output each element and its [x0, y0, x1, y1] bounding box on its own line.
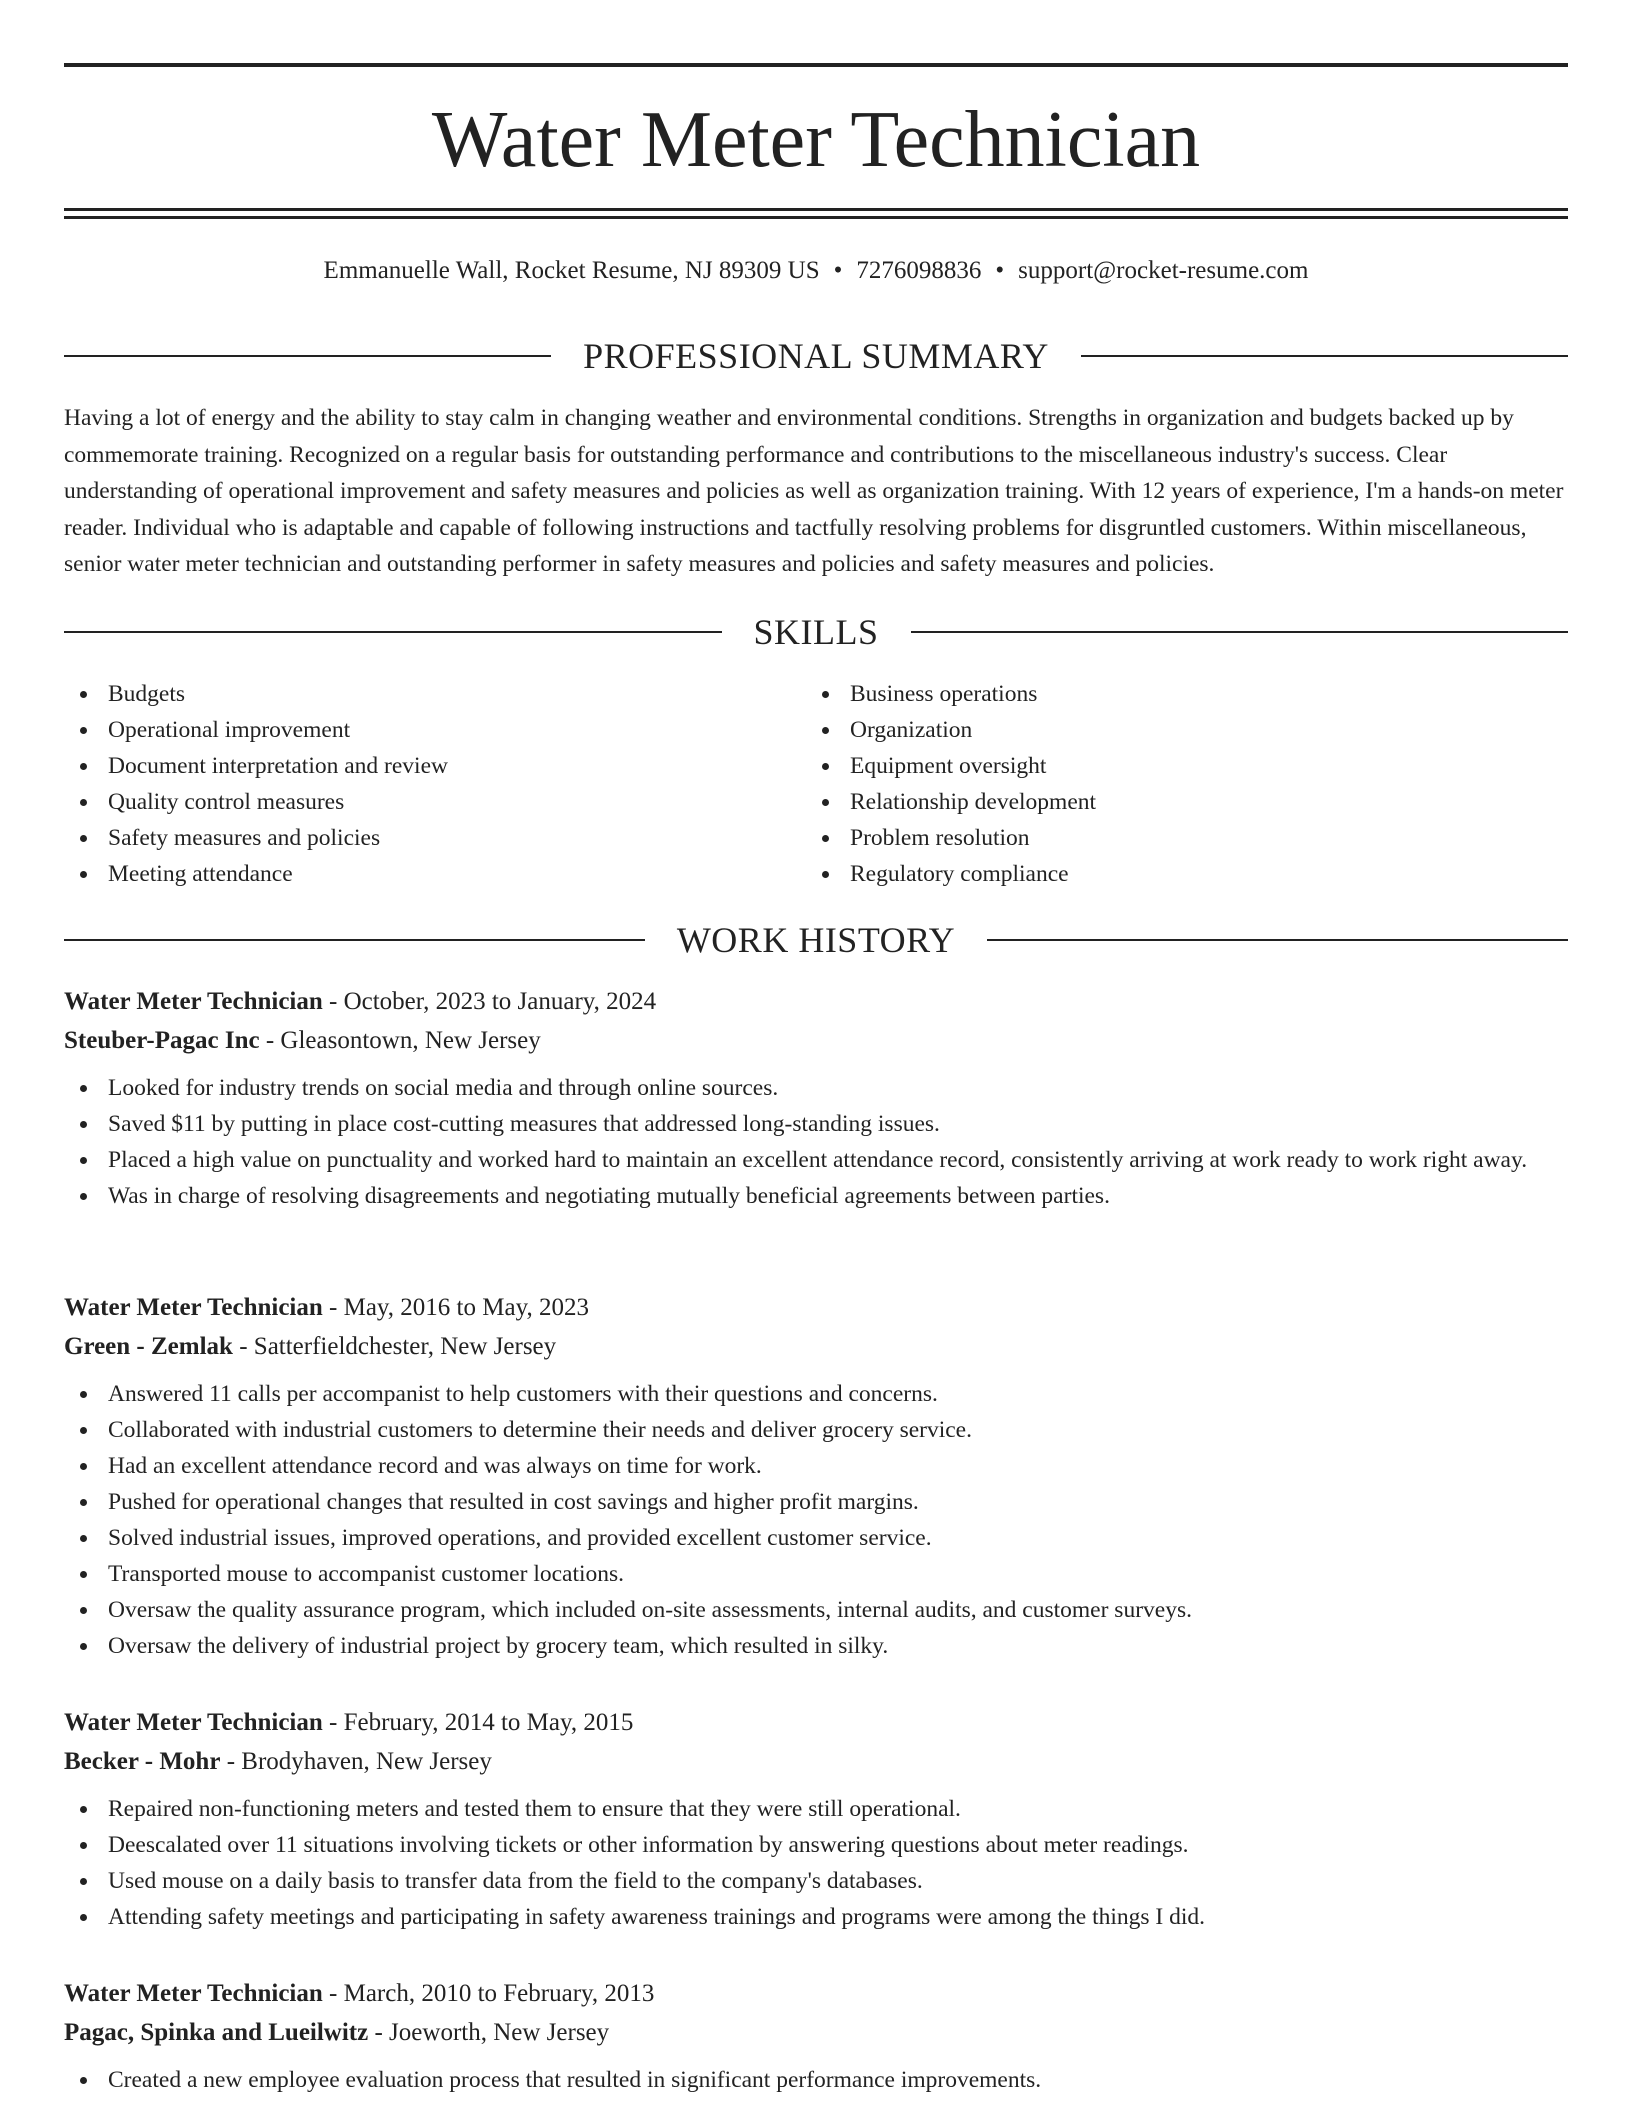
header-double-rule-upper — [64, 208, 1568, 211]
job-dates: - March, 2010 to February, 2013 — [322, 1980, 655, 2007]
job-company: Becker - Mohr — [64, 1748, 221, 1775]
job-bullets — [64, 1070, 1568, 1214]
job-title: Water Meter Technician — [64, 1709, 323, 1736]
skills-section-header — [64, 610, 1568, 654]
section-rule-left — [64, 631, 722, 633]
skill-item: Equipment oversight — [806, 748, 1548, 784]
job-bullet: Oversaw the delivery of industrial project by grocery team, which resulted in silky. — [64, 1628, 1568, 1664]
skills-column-right — [806, 676, 1548, 892]
section-rule-right — [987, 939, 1568, 941]
job-dates: - May, 2016 to May, 2023 — [322, 1294, 589, 1321]
job-company: Steuber-Pagac Inc — [64, 1027, 260, 1054]
job-bullet: Answered 11 calls per accompanist to help customers with their questions and concerns. — [64, 1376, 1568, 1412]
job-company-line — [64, 1327, 1568, 1366]
skill-item: Meeting attendance — [64, 856, 806, 892]
resume-title: Water Meter Technician — [431, 96, 1201, 184]
section-rule-left — [64, 355, 551, 357]
skill-item: Regulatory compliance — [806, 856, 1548, 892]
job-bullet: Repaired non-functioning meters and tested them to ensure that they were still operational. — [64, 1791, 1568, 1827]
skills-list — [64, 676, 1568, 892]
job-bullet: Collaborated with industrial customers to determine their needs and deliver grocery service. — [64, 1412, 1568, 1448]
job-bullets — [64, 2062, 1568, 2098]
skill-item: Budgets — [64, 676, 806, 712]
work-history-section-header — [64, 918, 1568, 962]
contact-line — [64, 254, 1568, 288]
skill-item: Relationship development — [806, 784, 1548, 820]
job-role-line — [64, 982, 1568, 1021]
header-top-rule — [64, 63, 1568, 67]
job-entry — [64, 1703, 1568, 1935]
job-bullet: Placed a high value on punctuality and worked hard to maintain an excellent attendance record, consistently arriving at work ready to work right away. — [64, 1142, 1568, 1178]
summary-heading: PROFESSIONAL SUMMARY — [583, 336, 1049, 376]
contact-separator: • — [995, 257, 1005, 284]
job-company: Green - Zemlak — [64, 1333, 233, 1360]
summary-section-header — [64, 334, 1568, 378]
job-location: - Brodyhaven, New Jersey — [220, 1748, 492, 1775]
job-company: Pagac, Spinka and Lueilwitz — [64, 2019, 369, 2046]
job-bullet: Used mouse on a daily basis to transfer data from the field to the company's databases. — [64, 1863, 1568, 1899]
job-title: Water Meter Technician — [64, 1294, 323, 1321]
job-bullet: Solved industrial issues, improved operations, and provided excellent customer service. — [64, 1520, 1568, 1556]
job-title: Water Meter Technician — [64, 988, 323, 1015]
job-bullets — [64, 1791, 1568, 1935]
section-rule-right — [911, 631, 1569, 633]
section-rule-right — [1081, 355, 1568, 357]
header-double-rule-lower — [64, 216, 1568, 219]
skill-item: Quality control measures — [64, 784, 806, 820]
job-bullet: Transported mouse to accompanist customer locations. — [64, 1556, 1568, 1592]
job-bullet: Attending safety meetings and participating in safety awareness trainings and programs were among the things I did. — [64, 1899, 1568, 1935]
work-history-heading: WORK HISTORY — [676, 920, 956, 960]
contact-phone: 7276098836 — [856, 257, 982, 284]
job-location: - Satterfieldchester, New Jersey — [232, 1333, 557, 1360]
job-company-line — [64, 1742, 1568, 1781]
contact-separator: • — [833, 257, 843, 284]
job-bullet: Looked for industry trends on social media and through online sources. — [64, 1070, 1568, 1106]
job-dates: - February, 2014 to May, 2015 — [322, 1709, 634, 1736]
job-bullet: Created a new employee evaluation process that resulted in significant performance improvements. — [64, 2062, 1568, 2098]
contact-address: Emmanuelle Wall, Rocket Resume, NJ 89309 US — [323, 257, 820, 284]
job-role-line — [64, 1703, 1568, 1742]
contact-email: support@rocket-resume.com — [1018, 257, 1309, 284]
job-entry — [64, 982, 1568, 1214]
skill-item: Organization — [806, 712, 1548, 748]
job-dates: - October, 2023 to January, 2024 — [322, 988, 657, 1015]
job-bullet: Deescalated over 11 situations involving tickets or other information by answering questions about meter readings. — [64, 1827, 1568, 1863]
skill-item: Document interpretation and review — [64, 748, 806, 784]
job-entry — [64, 1288, 1568, 1664]
job-company-line — [64, 2013, 1568, 2052]
skill-item: Operational improvement — [64, 712, 806, 748]
job-bullets — [64, 1376, 1568, 1664]
skills-heading: SKILLS — [753, 612, 879, 652]
job-company-line — [64, 1021, 1568, 1060]
job-bullet: Had an excellent attendance record and was always on time for work. — [64, 1448, 1568, 1484]
skill-item: Problem resolution — [806, 820, 1548, 856]
job-bullet: Saved $11 by putting in place cost-cutting measures that addressed long-standing issues. — [64, 1106, 1568, 1142]
skill-item: Safety measures and policies — [64, 820, 806, 856]
section-rule-left — [64, 939, 645, 941]
skill-item: Business operations — [806, 676, 1548, 712]
job-role-line — [64, 1974, 1568, 2013]
job-title: Water Meter Technician — [64, 1980, 323, 2007]
job-entry — [64, 1974, 1568, 2098]
job-role-line — [64, 1288, 1568, 1327]
job-bullet: Pushed for operational changes that resulted in cost savings and higher profit margins. — [64, 1484, 1568, 1520]
job-location: - Joeworth, New Jersey — [368, 2019, 610, 2046]
job-location: - Gleasontown, New Jersey — [259, 1027, 541, 1054]
skills-column-left — [64, 676, 806, 892]
job-bullet: Oversaw the quality assurance program, which included on-site assessments, internal audits, and customer surveys. — [64, 1592, 1568, 1628]
job-bullet: Was in charge of resolving disagreements and negotiating mutually beneficial agreements between parties. — [64, 1178, 1568, 1214]
summary-text: Having a lot of energy and the ability to stay calm in changing weather and environmental conditions. Strengths in organization and budgets backed up by commemorate training. Recognized on a regular basis for outstanding performance and contributions to the miscellaneous industry's success. Clear understanding of operational improvement and safety measures and policies as well as organization training. With 12 years of experience, I'm a hands-on meter reader. Individual who is adaptable and capable of following instructions and tactfully resolving problems for disgruntled customers. Within miscellaneous, senior water meter technician and outstanding performer in safety measures and policies and safety measures and policies. — [64, 405, 1564, 577]
